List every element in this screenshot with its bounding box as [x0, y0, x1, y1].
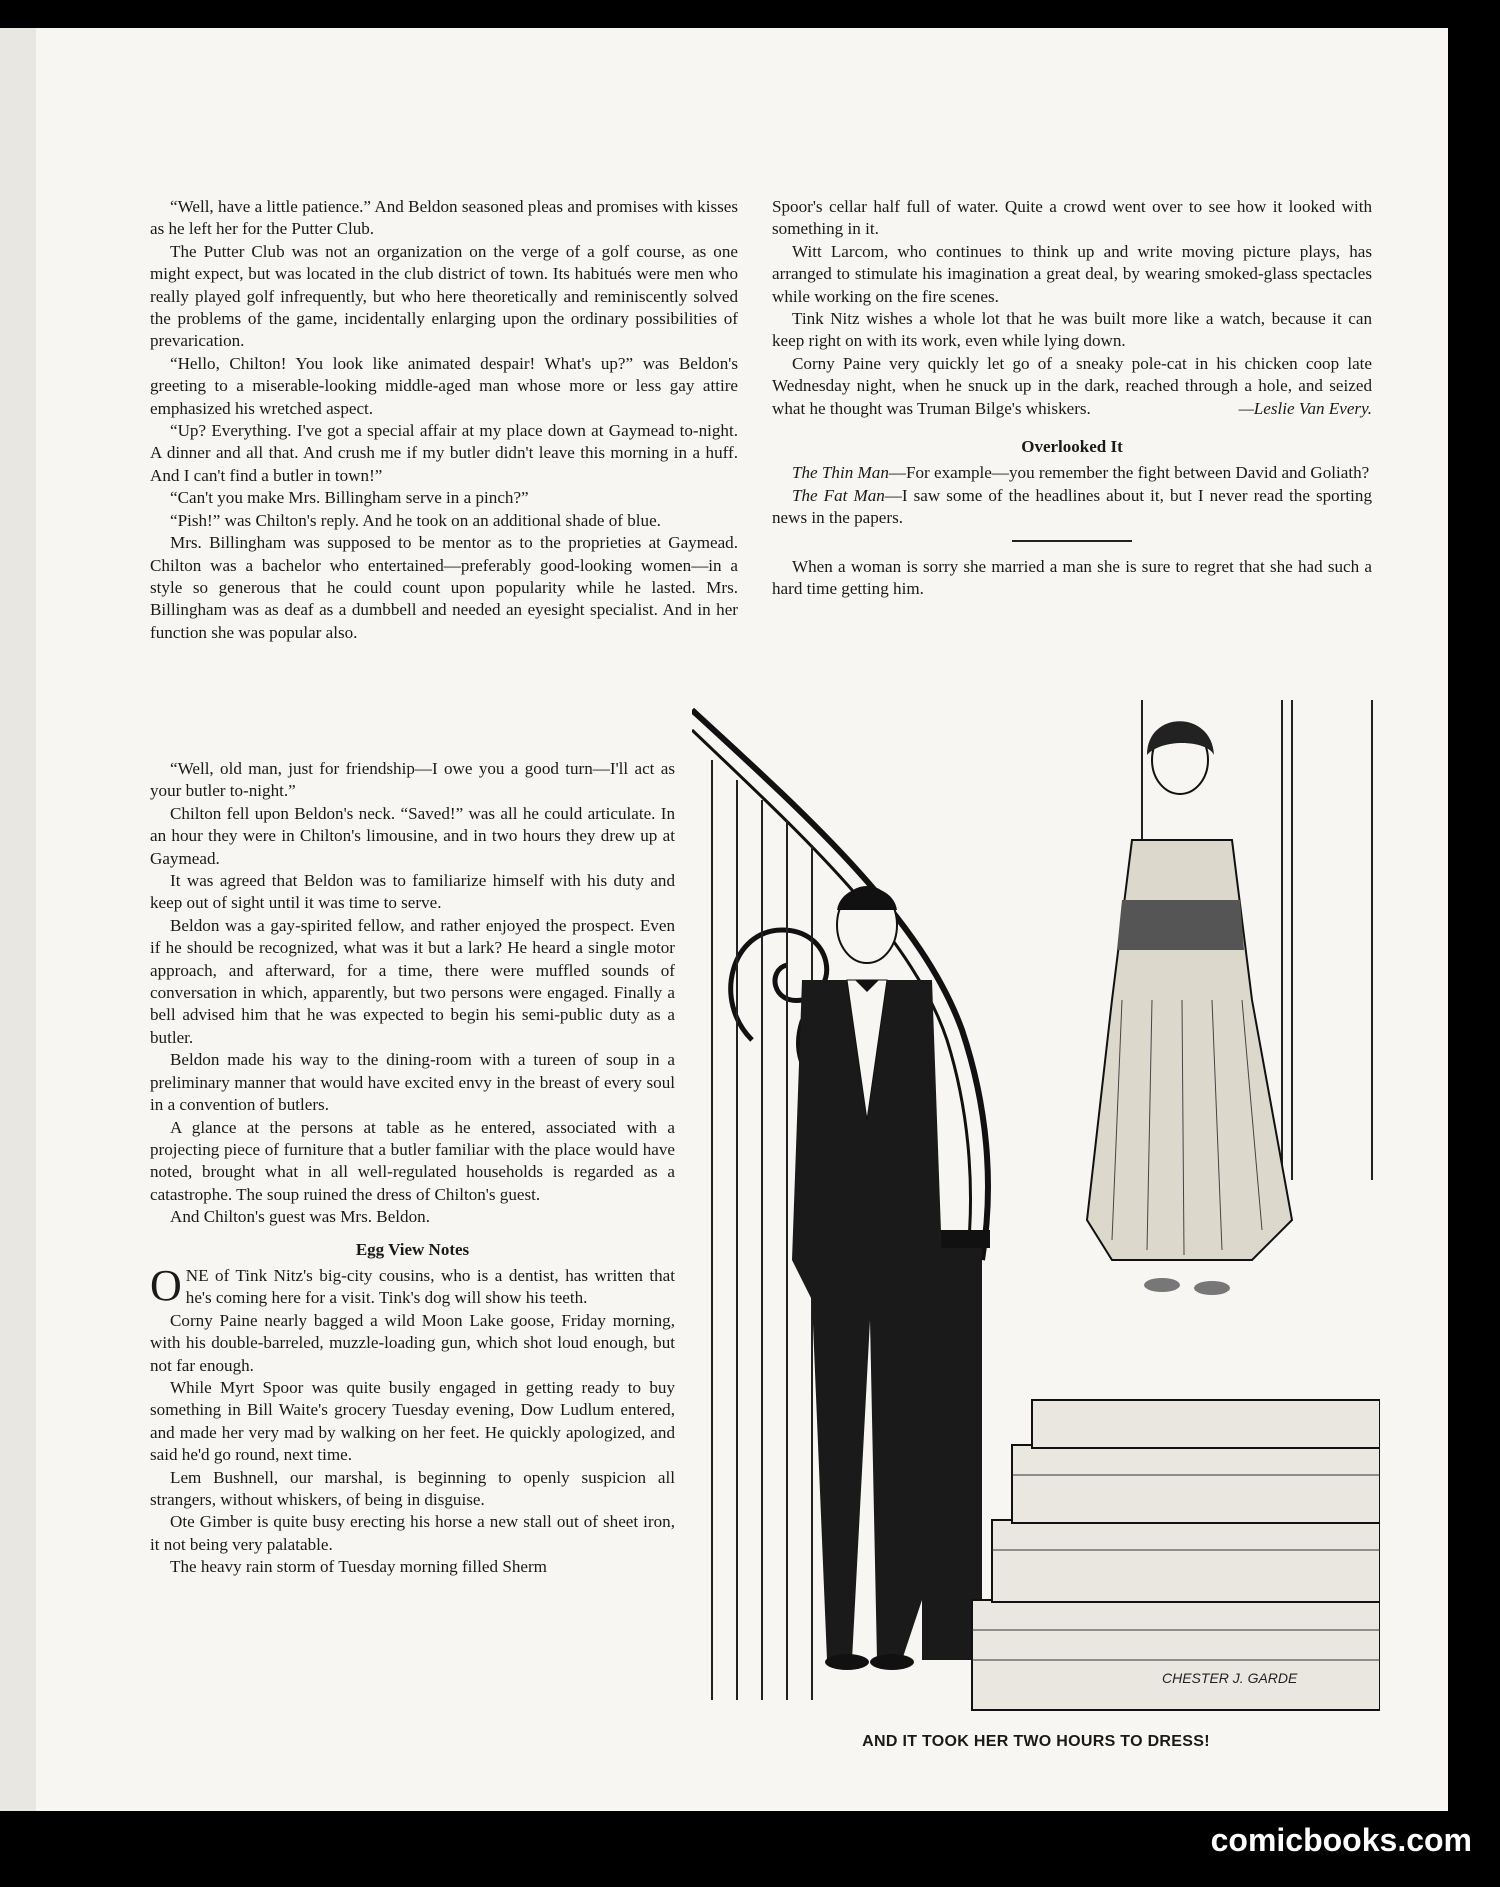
story-paragraph: Beldon made his way to the dining-room with a tureen of soup in a preliminary manner that would have excited envy in the breast of every soul in a convention of butlers.: [150, 1050, 675, 1115]
story-paragraph: The Putter Club was not an organization on the verge of a golf course, as one might expect, but was located in the club district of town. Its habitués were men who really played golf infrequently, but who here theoretically and reminiscently solved the problems of the game, incidentally enlarging upon the ordinary possibilities of prevarication.: [150, 241, 738, 351]
egg-note: Lem Bushnell, our marshal, is beginning to openly suspicion all strangers, without whiskers, of being in disguise.: [150, 1467, 675, 1509]
story-paragraph: “Well, old man, just for friendship—I owe you a good turn—I'll act as your butler to-night.”: [150, 759, 675, 801]
illustration-caption: AND IT TOOK HER TWO HOURS TO DRESS!: [862, 1733, 1210, 1750]
egg-note-text: Corny Paine very quickly let go of a sneaky pole-cat in his chicken coop late Wednesday night, when he snuck up in the dark, reached through a hole, and seized what he thought was Truman Bilge's whiskers.: [772, 353, 1372, 418]
story-paragraph: “Up? Everything. I've got a special affair at my place down at Gaymead to-night. A dinner and all that. And crush me if my butler didn't leave this morning in a huff. And I can't find a butler in town!”: [150, 421, 738, 485]
joke-paragraph: When a woman is sorry she married a man she is sure to regret that she had such a hard time getting him.: [772, 556, 1372, 599]
egg-note: The heavy rain storm of Tuesday morning filled Sherm: [170, 1557, 547, 1577]
story-paragraph: And Chilton's guest was Mrs. Beldon.: [170, 1207, 430, 1227]
story-paragraph: “Well, have a little patience.” And Beldon seasoned pleas and promises with kisses as he left her for the Putter Club.: [150, 197, 738, 239]
dialogue-text: —I saw some of the headlines about it, but I never read the sporting news in the papers.: [772, 485, 1372, 528]
egg-note: Corny Paine nearly bagged a wild Moon Lake goose, Friday morning, with his double-barreled, muzzle-loading gun, which shot loud enough, but not far enough.: [150, 1310, 675, 1375]
story-paragraph: A glance at the persons at table as he entered, associated with a projecting piece of furniture that a butler familiar with the place would have noted, brought what in all well-regulated households is regarded as a catastrophe. The soup ruined the dress of Chilton's guest.: [150, 1117, 675, 1204]
section-divider: [1012, 540, 1132, 542]
speaker-name: The Fat Man: [792, 485, 885, 505]
story-paragraph: Chilton fell upon Beldon's neck. “Saved!” was all he could articulate. In an hour they were in Chilton's limousine, and in two hours they drew up at Gaymead.: [150, 803, 675, 868]
egg-note: [772, 353, 1372, 420]
drop-cap: O: [150, 1260, 182, 1310]
left-column-top: [150, 196, 738, 644]
egg-note: Tink Nitz wishes a whole lot that he was built more like a watch, because it can keep right on with its work, even while lying down.: [772, 309, 1372, 351]
dialogue-line: [772, 462, 1372, 484]
story-paragraph: “Can't you make Mrs. Billingham serve in a pinch?”: [170, 488, 529, 508]
egg-note-text: NE of Tink Nitz's big-city cousins, who is a dentist, has written that he's coming here for a visit. Tink's dog will show his teeth.: [185, 1265, 675, 1308]
egg-note: Witt Larcom, who continues to think up and write moving picture plays, has arranged to stimulate his imagination a great deal, by wearing smoked-glass spectacles while working on the fire scenes.: [772, 241, 1372, 306]
stairs: [972, 1400, 1380, 1710]
story-paragraph: “Hello, Chilton! You look like animated despair! What's up?” was Beldon's greeting to a miserable-looking middle-aged man whose more or less gay attire emphasized his wretched aspect.: [150, 353, 738, 418]
egg-note: While Myrt Spoor was quite busily engaged in getting ready to buy something in Bill Waite's grocery Tuesday evening, Dow Ludlum entered, and made her very mad by walking on her feet. He quickly apologized, and said he'd go round, next time.: [150, 1377, 675, 1465]
story-paragraph: “Pish!” was Chilton's reply. And he took on an additional shade of blue.: [170, 510, 661, 530]
author-signature: —Leslie Van Every.: [1238, 398, 1372, 418]
story-paragraph: Mrs. Billingham was supposed to be mentor as to the proprieties at Gaymead. Chilton was a bachelor who entertained—preferably good-looking women—in a style so generous that he could count upon popularity while he lasted. Mrs. Billingham was as deaf as a dumbbell and needed an eyesight specialist. And in her function she was popular also.: [150, 533, 738, 642]
site-watermark: comicbooks.com: [1210, 1822, 1472, 1858]
dialogue-text: —For example—you remember the fight between David and Goliath?: [888, 463, 1370, 483]
story-paragraph: Beldon was a gay-spirited fellow, and rather enjoyed the prospect. Even if he should be recognized, what was it but a lark? He heard a single motor approach, and afterward, for a time, there were muffled sounds of conversation in which, apparently, but two persons were engaged. Finally a bell advised him that he was expected to begin his semi-public duty as a butler.: [150, 915, 675, 1047]
speaker-name: The Thin Man: [792, 463, 889, 483]
left-column-middle: [150, 758, 675, 1579]
egg-view-notes-heading: Egg View Notes: [355, 1239, 470, 1259]
overlooked-it-heading: Overlooked It: [1021, 437, 1123, 457]
story-paragraph: It was agreed that Beldon was to familiarize himself with his duty and keep out of sight until it was time to serve.: [150, 871, 675, 913]
egg-note-continued: Spoor's cellar half full of water. Quite a crowd went over to see how it looked with something in it.: [772, 197, 1372, 239]
right-column: [772, 196, 1372, 601]
artist-signature: CHESTER J. GARDE: [1162, 1670, 1298, 1686]
egg-note: [150, 1260, 675, 1310]
butler-and-lady-illustration: [692, 700, 1380, 1724]
egg-note: Ote Gimber is quite busy erecting his horse a new stall out of sheet iron, it not being very palatable.: [150, 1512, 675, 1554]
dialogue-line: [772, 485, 1372, 530]
